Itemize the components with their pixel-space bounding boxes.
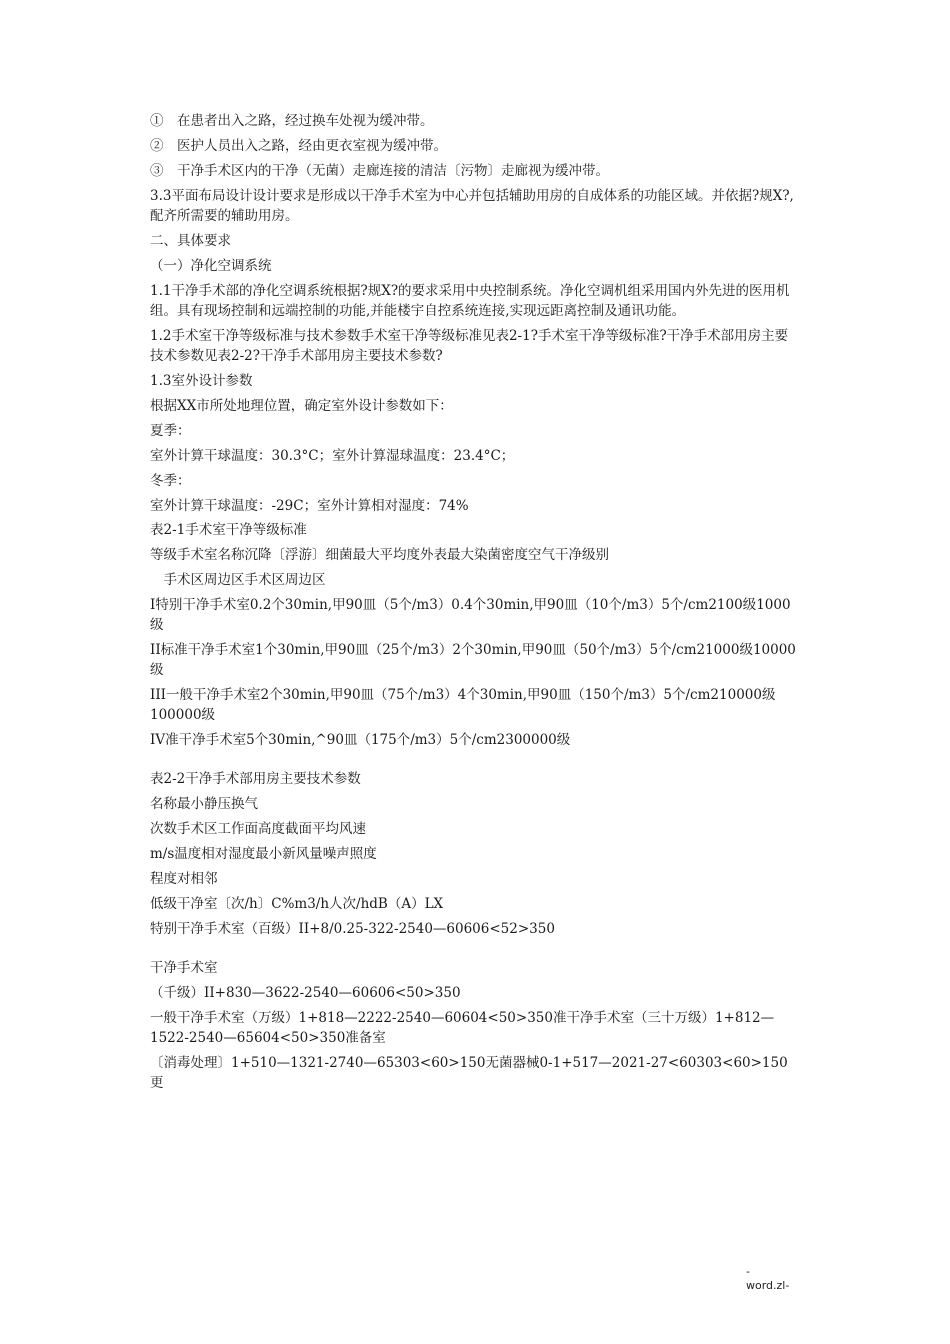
table-2-1-row-4: IV准干净手术室5个30min,^90皿（175个/m3）5个/cm2300000级 — [150, 732, 571, 749]
table-2-1-row-3: III一般干净手术室2个30min,甲90皿（75个/m3）4个30min,甲90皿（150个/m3）5个/cm210000级100000级 — [150, 687, 776, 724]
table-2-1-row-1: I特别干净手术室0.2个30min,甲90皿（5个/m3）0.4个30min,甲90皿（10个/m3）5个/cm2100级1000级 — [150, 597, 791, 634]
footer-dash: - — [746, 1265, 750, 1278]
footer-site: word.zl- — [746, 1279, 790, 1293]
table-2-2-row-clean-label: 干净手术室 — [150, 959, 218, 976]
table-2-2-row-disinfection: 〔消毒处理〕1+510—1321-2740—65303<60>150无菌器械0-1+517—2021-27<60303<60>150更 — [150, 1054, 788, 1091]
paragraph-layout-requirements: 3.3平面布局设计设计要求是形成以干净手术室为中心并包括辅助用房的自成体系的功能区域。并依据?规X?,配齐所需要的辅助用房。 — [150, 187, 794, 224]
subsection-heading-hvac: （一）净化空调系统 — [150, 257, 272, 274]
table-2-2-header-2: 次数手术区工作面高度截面平均风速 — [150, 821, 366, 838]
paragraph-1-2-standards: 1.2手术室干净等级标准与技术参数手术室干净等级标准见表2-1?手术室干净等级标准?干净手术部用房主要技术参数见表2-2?干净手术部用房主要技术参数? — [150, 327, 789, 364]
table-2-1-subheader: 手术区周边区手术区周边区 — [150, 572, 326, 589]
paragraph-summer-temps: 室外计算干球温度：30.3°C；室外计算湿球温度：23.4°C； — [150, 447, 515, 464]
page-footer — [746, 1265, 806, 1294]
table-2-1-row-2: II标准干净手术室1个30min,甲90皿（25个/m3）2个30min,甲90皿（50个/m3）5个/cm21000级10000级 — [150, 642, 796, 679]
table-2-2-header-3: m/s温度相对湿度最小新风量噪声照度 — [150, 846, 377, 863]
table-2-1-caption: 表2-1手术室干净等级标准 — [150, 522, 307, 539]
table-2-2-row-general: 一般干净手术室（万级）1+818—2222-2540—60604<50>350准干净手术室（三十万级）1+812—1522-2540—65604<50>350准备室 — [150, 1009, 775, 1046]
table-2-2-units: 低级干净室〔次/h〕C%m3/h人次/hdB（A）LX — [150, 896, 444, 912]
paragraph-buffer-patient: ① 在患者出入之路，经过换车处视为缓冲带。 — [150, 113, 434, 129]
paragraph-1-1-control-system: 1.1干净手术部的净化空调系统根据?规X?的要求采用中央控制系统。净化空调机组采用国内外先进的医用机组。具有现场控制和远端控制的功能,并能楼宇自控系统连接,实现远距离控制及通讯功能。 — [150, 282, 790, 319]
table-2-2-row-thousand: （千级）II+830—3622-2540—60606<50>350 — [150, 984, 461, 1001]
paragraph-winter-temps: 室外计算干球温度：-29C；室外计算相对湿度：74% — [150, 497, 469, 514]
paragraph-location-note: 根据XX市所处地理位置，确定室外设计参数如下： — [150, 397, 453, 414]
label-summer: 夏季： — [150, 422, 191, 439]
paragraph-1-3-outdoor-params: 1.3室外设计参数 — [150, 372, 253, 389]
table-2-2-row-special: 特别干净手术室（百级）II+8/0.25-322-2540—60606<52>350 — [150, 920, 555, 937]
document-body — [150, 112, 800, 1099]
label-winter: 冬季： — [150, 472, 191, 489]
spacer — [150, 756, 800, 770]
section-heading-specific-requirements: 二、具体要求 — [150, 232, 231, 249]
table-2-2-header-1: 名称最小静压换气 — [150, 796, 258, 813]
spacer — [150, 945, 800, 959]
table-2-1-header: 等级手术室名称沉降〔浮游〕细菌最大平均度外表最大染菌密度空气干净级别 — [150, 547, 609, 564]
paragraph-buffer-corridor: ③ 干净手术区内的干净（无菌）走廊连接的清洁〔污物〕走廊视为缓冲带。 — [150, 162, 609, 179]
table-2-2-caption: 表2-2干净手术部用房主要技术参数 — [150, 771, 361, 788]
table-2-2-header-4: 程度对相邻 — [150, 871, 218, 888]
paragraph-buffer-staff: ② 医护人员出入之路，经由更衣室视为缓冲带。 — [150, 137, 447, 154]
